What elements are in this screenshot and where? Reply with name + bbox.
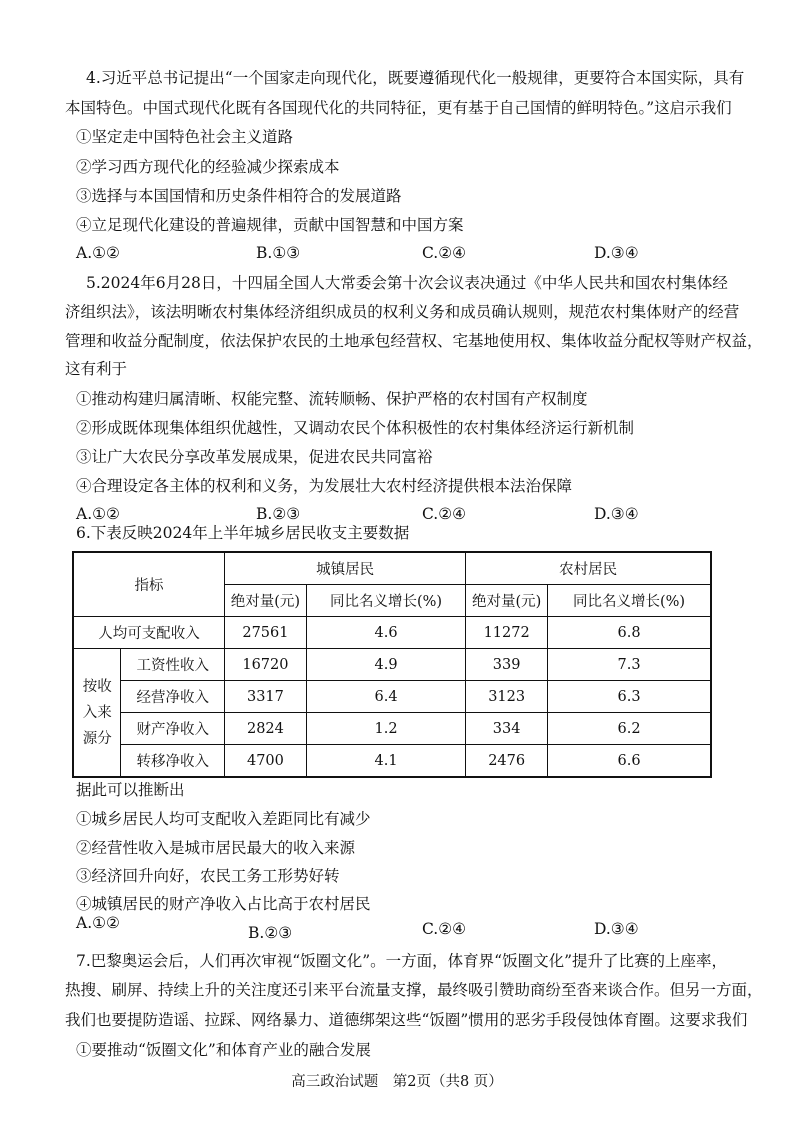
q4-item-3: ③选择与本国国情和历史条件相符合的发展道路 bbox=[76, 187, 402, 205]
q4-stem-line-2: 本国特色。中国式现代化既有各国现代化的共同特征，更有基于自己国情的鲜明特色。”这启示我们 bbox=[65, 99, 732, 117]
urban-abs-cell: 27561 bbox=[225, 617, 307, 649]
q4-option-a[interactable]: A.①② bbox=[76, 244, 120, 262]
q4-item-4: ④立足现代化建设的普遍规律，贡献中国智慧和中国方案 bbox=[76, 216, 464, 234]
q5-stem-line-2: 济组织法》，该法明晰农村集体经济组织成员的权利义务和成员确认规则，规范农村集体财产的经营 bbox=[65, 303, 740, 321]
rural-abs-cell: 3123 bbox=[466, 681, 548, 713]
urban-growth-cell: 1.2 bbox=[306, 713, 465, 745]
rural-growth-cell: 7.3 bbox=[548, 649, 711, 681]
urban-abs-cell: 2824 bbox=[225, 713, 307, 745]
row-label: 财产净收入 bbox=[121, 713, 225, 745]
q5-options bbox=[76, 505, 716, 525]
q4-item-2: ②学习西方现代化的经验减少探索成本 bbox=[76, 158, 340, 176]
table-row bbox=[73, 745, 711, 778]
q4-stem-line-1: 4.习近平总书记提出“一个国家走向现代化，既要遵循现代化一般规律，更要符合本国实际，具有 bbox=[86, 69, 745, 87]
q6-item-3: ③经济回升向好，农民工务工形势好转 bbox=[76, 867, 340, 885]
q4-option-c[interactable]: C.②④ bbox=[422, 244, 467, 262]
table-header-urban-abs: 绝对量(元) bbox=[225, 585, 307, 617]
rural-abs-cell: 339 bbox=[466, 649, 548, 681]
urban-abs-cell: 16720 bbox=[225, 649, 307, 681]
q6-option-b[interactable]: B.②③ bbox=[248, 924, 293, 942]
q6-item-1: ①城乡居民人均可支配收入差距同比有减少 bbox=[76, 810, 371, 828]
row-label: 工资性收入 bbox=[121, 649, 225, 681]
q4-option-b[interactable]: B.①③ bbox=[256, 244, 301, 262]
q6-option-c[interactable]: C.②④ bbox=[422, 920, 467, 938]
table-header-rural-abs: 绝对量(元) bbox=[466, 585, 548, 617]
rural-abs-cell: 334 bbox=[466, 713, 548, 745]
rural-growth-cell: 6.6 bbox=[548, 745, 711, 778]
by-source-label bbox=[73, 649, 121, 778]
q4-options bbox=[76, 244, 716, 264]
table-indicator-header: 指标 bbox=[73, 552, 225, 617]
table-row bbox=[73, 649, 711, 681]
table-row bbox=[73, 617, 711, 649]
q5-option-b[interactable]: B.②③ bbox=[256, 505, 301, 523]
q5-option-a[interactable]: A.①② bbox=[76, 505, 120, 523]
q5-stem-line-4: 这有利于 bbox=[65, 360, 128, 378]
rural-growth-cell: 6.2 bbox=[548, 713, 711, 745]
rural-growth-cell: 6.8 bbox=[548, 617, 711, 649]
q7-stem-line-3: 我们也要提防造谣、拉踩、网络暴力、道德绑架这些“饭圈”惯用的恶劣手段侵蚀体育圈。这要求我们 bbox=[65, 1011, 748, 1029]
q5-item-4: ④合理设定各主体的权利和义务，为发展壮大农村经济提供根本法治保障 bbox=[76, 477, 573, 495]
table-row bbox=[73, 713, 711, 745]
table-header-urban: 城镇居民 bbox=[225, 552, 466, 585]
table-header-urban-growth: 同比名义增长(%) bbox=[306, 585, 465, 617]
table-header-rural: 农村居民 bbox=[466, 552, 711, 585]
q6-options bbox=[76, 914, 716, 942]
q6-option-a[interactable]: A.①② bbox=[76, 914, 120, 932]
q4-item-1: ①坚定走中国特色社会主义道路 bbox=[76, 128, 294, 146]
urban-growth-cell: 4.9 bbox=[306, 649, 465, 681]
by-source-text: 按收入来源分 bbox=[82, 678, 112, 747]
q7-stem-line-1: 7.巴黎奥运会后，人们再次审视“饭圈文化”。一方面，体育界“饭圈文化”提升了比赛的上座率， bbox=[76, 952, 727, 970]
urban-growth-cell: 6.4 bbox=[306, 681, 465, 713]
q7-stem-line-2: 热搜、刷屏、持续上升的关注度还引来平台流量支撑，最终吸引赞助商纷至沓来谈合作。但另一方面， bbox=[65, 981, 763, 999]
table-row bbox=[73, 681, 711, 713]
q5-stem-line-1: 5.2024年6月28日，十四届全国人大常委会第十次会议表决通过《中华人民共和国农村集体经 bbox=[86, 274, 728, 292]
q7-item-1: ①要推动“饭圈文化”和体育产业的融合发展 bbox=[76, 1041, 371, 1059]
q5-option-d[interactable]: D.③④ bbox=[594, 505, 639, 523]
rural-growth-cell: 6.3 bbox=[548, 681, 711, 713]
page-footer: 高三政治试题 第2页（共8 页） bbox=[291, 1074, 503, 1090]
row-label: 人均可支配收入 bbox=[73, 617, 225, 649]
q6-item-4: ④城镇居民的财产净收入占比高于农村居民 bbox=[76, 895, 371, 913]
rural-abs-cell: 2476 bbox=[466, 745, 548, 778]
row-label: 转移净收入 bbox=[121, 745, 225, 778]
q5-stem-line-3: 管理和收益分配制度，依法保护农民的土地承包经营权、宅基地使用权、集体收益分配权等财产权益， bbox=[65, 332, 763, 350]
q6-lead: 据此可以推断出 bbox=[76, 781, 185, 799]
q5-item-1: ①推动构建归属清晰、权能完整、流转顺畅、保护严格的农村国有产权制度 bbox=[76, 390, 588, 408]
urban-growth-cell: 4.1 bbox=[306, 745, 465, 778]
urban-abs-cell: 4700 bbox=[225, 745, 307, 778]
q6-option-d[interactable]: D.③④ bbox=[594, 920, 639, 938]
table-header-rural-growth: 同比名义增长(%) bbox=[548, 585, 711, 617]
urban-growth-cell: 4.6 bbox=[306, 617, 465, 649]
urban-abs-cell: 3317 bbox=[225, 681, 307, 713]
row-label: 经营净收入 bbox=[121, 681, 225, 713]
q5-option-c[interactable]: C.②④ bbox=[422, 505, 467, 523]
q6-stem: 6.下表反映2024年上半年城乡居民收支主要数据 bbox=[76, 524, 410, 542]
q5-item-2: ②形成既体现集体组织优越性，又调动农民个体积极性的农村集体经济运行新机制 bbox=[76, 419, 635, 437]
q4-option-d[interactable]: D.③④ bbox=[594, 244, 639, 262]
rural-abs-cell: 11272 bbox=[466, 617, 548, 649]
q6-item-2: ②经营性收入是城市居民最大的收入来源 bbox=[76, 839, 356, 857]
q5-item-3: ③让广大农民分享改革发展成果，促进农民共同富裕 bbox=[76, 448, 433, 466]
income-table bbox=[72, 551, 712, 778]
